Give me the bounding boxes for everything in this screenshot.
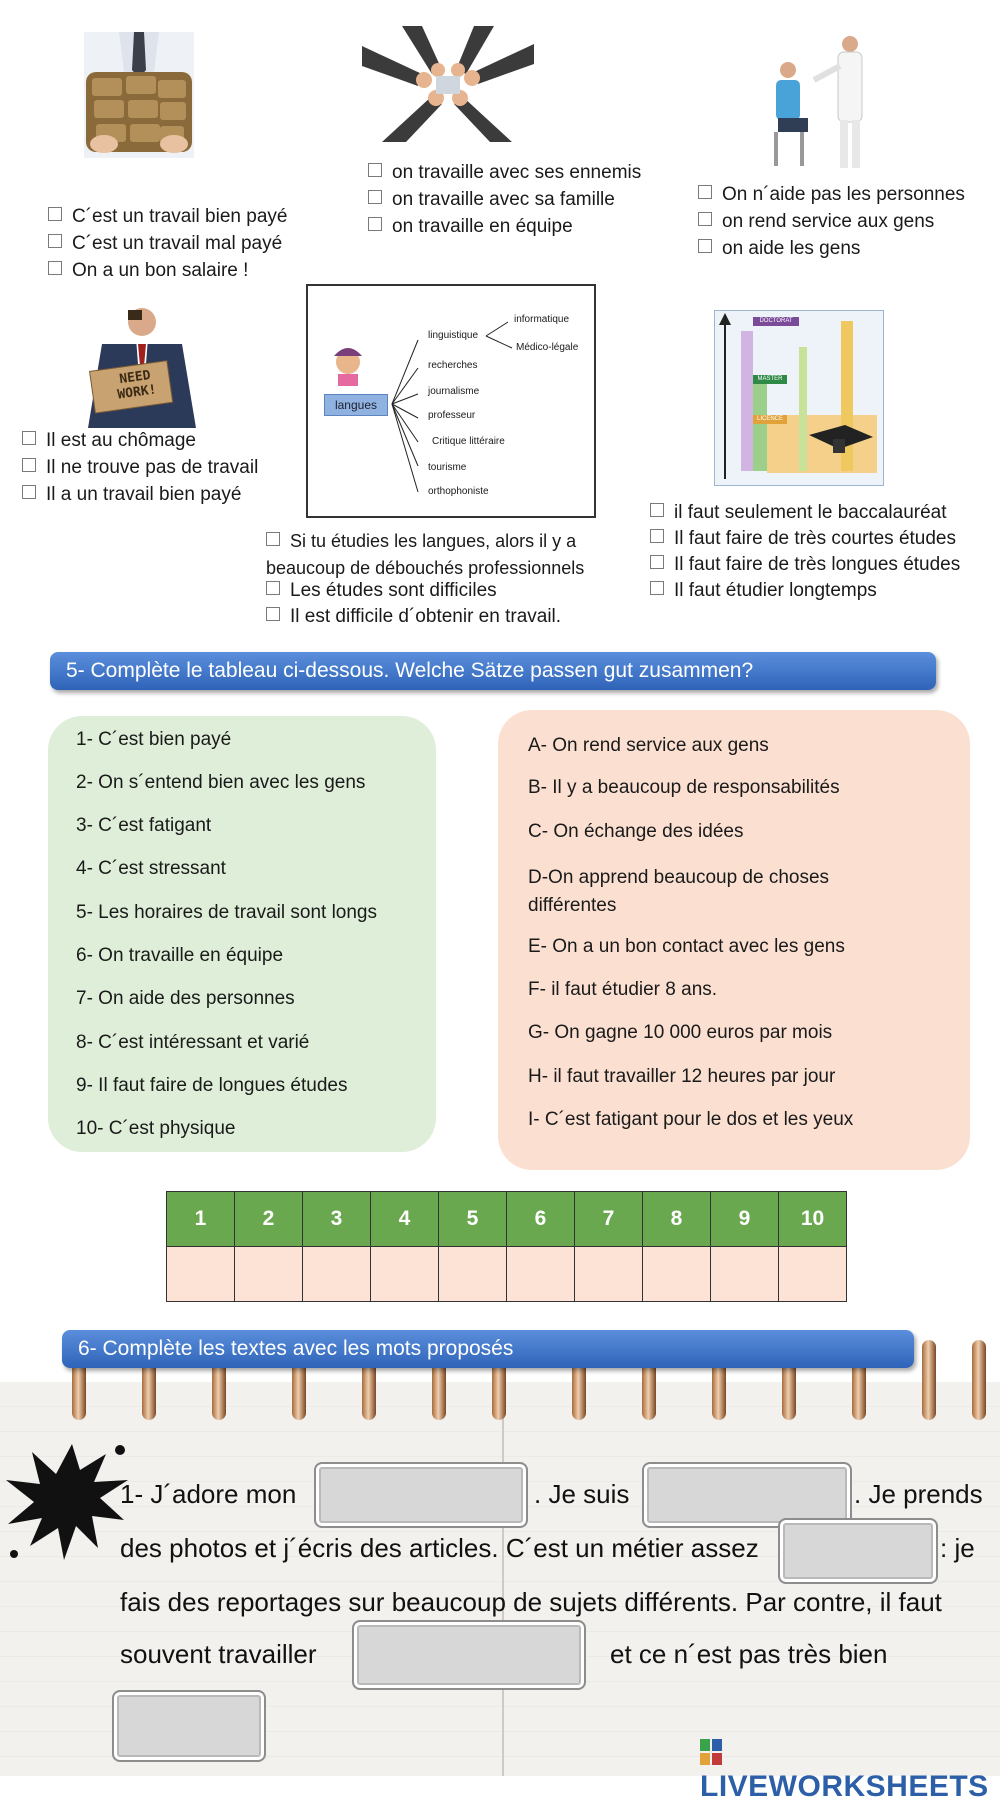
checkbox-icon[interactable] xyxy=(22,431,36,445)
table-header: 2 xyxy=(235,1192,303,1247)
jobless-image xyxy=(78,304,204,428)
text-line-2-end: : je xyxy=(940,1533,975,1563)
liveworksheets-logo: LIVEWORKSHEETS xyxy=(700,1736,1000,1804)
right-item: A- On rend service aux gens xyxy=(528,735,769,756)
doctor-option-3[interactable]: on aide les gens xyxy=(698,236,860,262)
table-header: 4 xyxy=(371,1192,439,1247)
checkbox-icon[interactable] xyxy=(22,485,36,499)
answer-cell-input[interactable] xyxy=(507,1247,575,1302)
doctor-image xyxy=(770,32,874,172)
checkbox-icon[interactable] xyxy=(266,581,280,595)
answer-table xyxy=(166,1191,847,1302)
table-header: 6 xyxy=(507,1192,575,1247)
diagram-node: Critique littéraire xyxy=(432,436,505,447)
answer-cell-input[interactable] xyxy=(575,1247,643,1302)
answer-cell-input[interactable] xyxy=(167,1247,235,1302)
diagram-node: linguistique xyxy=(428,330,479,341)
left-item: 8- C´est intéressant et varié xyxy=(76,1032,310,1053)
answer-cell-input[interactable] xyxy=(779,1247,847,1302)
right-item: C- On échange des idées xyxy=(528,821,744,842)
right-item: F- il faut étudier 8 ans. xyxy=(528,979,718,1000)
jobless-option-1[interactable]: Il est au chômage xyxy=(22,428,196,454)
spiral-ring xyxy=(922,1340,936,1420)
checkbox-icon[interactable] xyxy=(698,212,712,226)
checkbox-icon[interactable] xyxy=(650,581,664,595)
diagram-node: informatique xyxy=(514,314,570,325)
left-item: 4- C´est stressant xyxy=(76,858,226,879)
money-option-2[interactable]: C´est un travail mal payé xyxy=(48,231,282,257)
right-item: I- C´est fatigant pour le dos et les yeux xyxy=(528,1109,854,1130)
languages-option-1[interactable]: Si tu étudies les langues, alors il y a beaucoup de débouchés professionnels xyxy=(266,531,585,578)
doctor-option-2[interactable]: on rend service aux gens xyxy=(698,209,934,235)
answer-cell-input[interactable] xyxy=(643,1247,711,1302)
checkbox-icon[interactable] xyxy=(368,190,382,204)
section6-title-banner: 6- Complète les textes avec les mots proposés xyxy=(62,1330,914,1368)
checkbox-icon[interactable] xyxy=(650,529,664,543)
table-header: 1 xyxy=(167,1192,235,1247)
text-line-1-part-3: . Je prends xyxy=(854,1479,983,1509)
left-item: 6- On travaille en équipe xyxy=(76,945,284,966)
left-item: 2- On s´entend bien avec les gens xyxy=(76,772,366,793)
left-item: 7- On aide des personnes xyxy=(76,988,295,1009)
checkbox-icon[interactable] xyxy=(266,607,280,621)
chart-label: MASTER xyxy=(753,375,787,384)
right-item: E- On a un bon contact avec les gens xyxy=(528,936,845,957)
doctor-option-1[interactable]: On n´aide pas les personnes xyxy=(698,182,965,208)
table-header: 8 xyxy=(643,1192,711,1247)
ink-splat-icon xyxy=(2,1436,132,1564)
checkbox-icon[interactable] xyxy=(698,185,712,199)
right-item: B- Il y a beaucoup de responsabilités xyxy=(528,777,840,798)
chart-label: LICENCE xyxy=(753,415,787,424)
answer-cell-input[interactable] xyxy=(371,1247,439,1302)
left-item: 5- Les horaires de travail sont longs xyxy=(76,902,377,923)
gap-field-4[interactable] xyxy=(352,1620,586,1690)
answer-cell-input[interactable] xyxy=(303,1247,371,1302)
studies-option-3[interactable]: Il faut faire de très longues études xyxy=(650,552,960,578)
diagram-node: tourisme xyxy=(428,462,467,473)
checkbox-icon[interactable] xyxy=(368,217,382,231)
diagram-node: orthophoniste xyxy=(428,486,489,497)
checkbox-icon[interactable] xyxy=(266,532,280,546)
money-option-1[interactable]: C´est un travail bien payé xyxy=(48,204,287,230)
spiral-ring xyxy=(972,1340,986,1420)
studies-image xyxy=(714,310,884,486)
languages-option-3[interactable]: Il est difficile d´obtenir en travail. xyxy=(266,604,561,630)
studies-option-2[interactable]: Il faut faire de très courtes études xyxy=(650,526,956,552)
text-line-4-part-1: souvent travailler xyxy=(120,1639,317,1669)
checkbox-icon[interactable] xyxy=(48,207,62,221)
section5-title-banner: 5- Complète le tableau ci-dessous. Welche Sätze passen gut zusammen? xyxy=(50,652,936,690)
money-option-3[interactable]: On a un bon salaire ! xyxy=(48,258,248,284)
left-item: 10- C´est physique xyxy=(76,1118,236,1139)
teamwork-option-1[interactable]: on travaille avec ses ennemis xyxy=(368,160,641,186)
teamwork-option-3[interactable]: on travaille en équipe xyxy=(368,214,573,240)
answer-cell-input[interactable] xyxy=(711,1247,779,1302)
languages-option-2[interactable]: Les études sont difficiles xyxy=(266,578,497,604)
teamwork-image xyxy=(362,26,534,142)
checkbox-icon[interactable] xyxy=(650,503,664,517)
diagram-node: journalisme xyxy=(428,386,480,397)
checkbox-icon[interactable] xyxy=(650,555,664,569)
jobless-option-2[interactable]: Il ne trouve pas de travail xyxy=(22,455,258,481)
text-line-1-part-1: 1- J´adore mon xyxy=(120,1479,297,1509)
table-header: 5 xyxy=(439,1192,507,1247)
need-work-sign: NEED WORK! xyxy=(116,367,158,403)
answer-cell-input[interactable] xyxy=(235,1247,303,1302)
chart-label: DOCTORAT xyxy=(753,317,799,326)
diagram-node: Médico-légale xyxy=(516,342,579,353)
right-item: D-On apprend beaucoup de choses différentes xyxy=(528,867,830,916)
table-header: 10 xyxy=(779,1192,847,1247)
text-line-2: des photos et j´écris des articles. C´est un métier assez xyxy=(120,1533,759,1563)
table-header: 7 xyxy=(575,1192,643,1247)
left-item: 3- C´est fatigant xyxy=(76,815,212,836)
answer-cell-input[interactable] xyxy=(439,1247,507,1302)
money-image xyxy=(64,32,214,158)
diagram-center-node: langues xyxy=(324,394,388,416)
diagram-node: recherches xyxy=(428,360,478,371)
text-line-1-part-2: . Je suis xyxy=(534,1479,630,1509)
gap-field-5[interactable] xyxy=(112,1690,266,1762)
text-line-3: fais des reportages sur beaucoup de sujets différents. Par contre, il faut xyxy=(120,1587,942,1617)
checkbox-icon[interactable] xyxy=(48,234,62,248)
right-item: H- il faut travailler 12 heures par jour xyxy=(528,1066,836,1087)
studies-option-4[interactable]: Il faut étudier longtemps xyxy=(650,578,877,604)
jobless-option-3[interactable]: Il a un travail bien payé xyxy=(22,482,241,508)
left-item: 1- C´est bien payé xyxy=(76,729,232,750)
table-header: 3 xyxy=(303,1192,371,1247)
studies-option-1[interactable]: il faut seulement le baccalauréat xyxy=(650,500,947,526)
diagram-node: professeur xyxy=(428,410,476,421)
gap-field-3[interactable] xyxy=(778,1518,938,1584)
text-line-4-part-2: et ce n´est pas très bien xyxy=(610,1639,888,1669)
logo-icon xyxy=(700,1739,722,1765)
checkbox-icon[interactable] xyxy=(368,163,382,177)
right-item: G- On gagne 10 000 euros par mois xyxy=(528,1022,833,1043)
teamwork-option-2[interactable]: on travaille avec sa famille xyxy=(368,187,615,213)
checkbox-icon[interactable] xyxy=(22,458,36,472)
checkbox-icon[interactable] xyxy=(698,239,712,253)
gap-field-1[interactable] xyxy=(314,1462,528,1528)
languages-diagram xyxy=(306,284,596,518)
table-header: 9 xyxy=(711,1192,779,1247)
checkbox-icon[interactable] xyxy=(48,261,62,275)
left-item: 9- Il faut faire de longues études xyxy=(76,1075,348,1096)
